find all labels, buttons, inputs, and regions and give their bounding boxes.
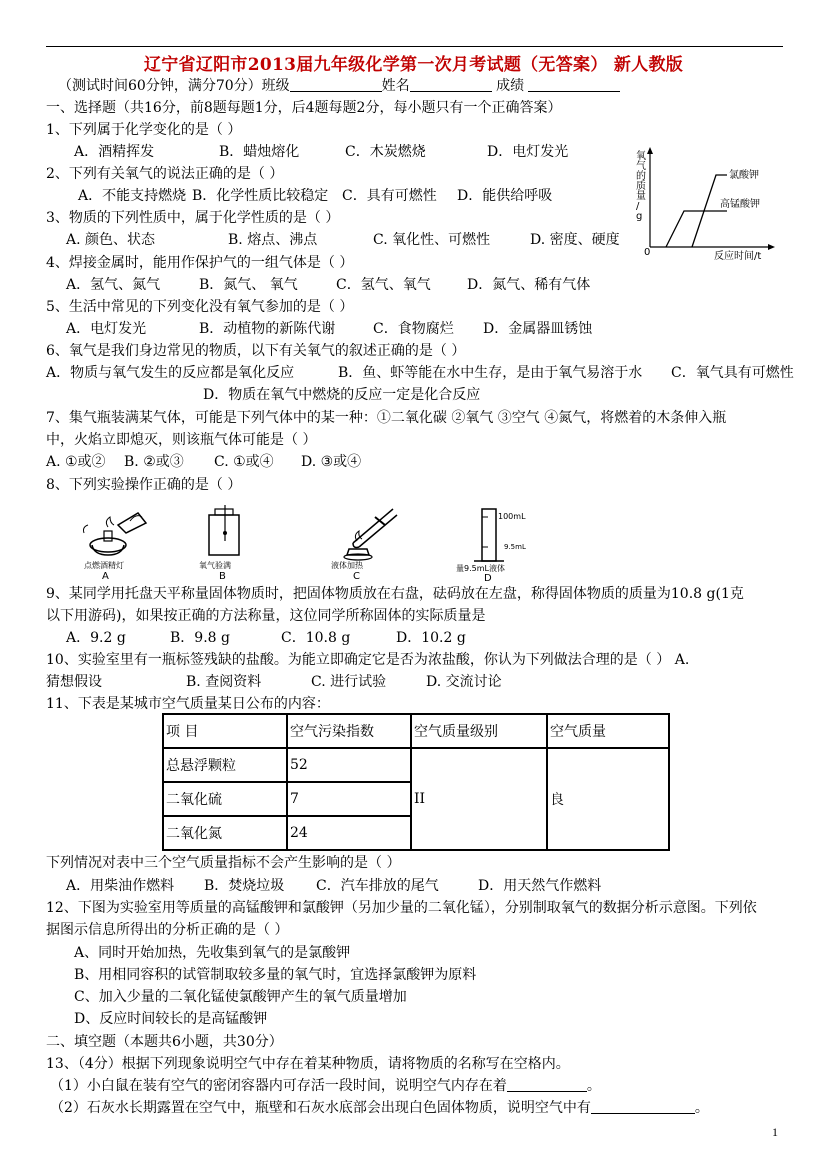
q11-option-b: B．焚烧垃圾 [204, 878, 285, 894]
graph-y-label-char: 量 [636, 191, 646, 202]
apparatus-d-letter: D [484, 573, 492, 581]
q13-item2-period: 。 [694, 1100, 709, 1116]
apparatus-b-image [195, 503, 265, 581]
q5-option-d: D．金属器皿锈蚀 [483, 321, 593, 337]
q3-option-a: A. 颜色、状态 [66, 232, 156, 248]
q9-option-a: A．9.2 g [66, 630, 126, 646]
q1-option-d: D．电灯发光 [487, 144, 569, 160]
q6-option-c: C．氧气具有可燃性 [671, 365, 794, 381]
graph-y-label [636, 149, 646, 222]
q6-option-b: B．鱼、虾等能在水中生存，是由于氧气易溶于水 [338, 365, 643, 381]
graph-y-label-char: g [636, 211, 643, 222]
q13-item2-blank[interactable] [591, 1099, 695, 1114]
q12-option-c: C、加入少量的二氧化锰使氯酸钾产生的氧气质量增加 [74, 989, 407, 1005]
q2-option-b: B．化学性质比较稳定 [192, 188, 329, 204]
q3-option-d: D. 密度、硬度 [530, 232, 620, 248]
q11-question: 下列情况对表中三个空气质量指标不会产生影响的是（ ） [46, 855, 401, 871]
q12-option-a: A、同时开始加热，先收集到氧气的是氯酸钾 [74, 945, 351, 961]
q12-stem-line1: 12、下图为实验室用等质量的高锰酸钾和氯酸钾（另加少量的二氧化锰），分别制取氧气的数据分析示意图。下列依 [46, 900, 757, 916]
graph-y-label-char: 氧 [636, 151, 646, 162]
q9-stem-line1: 9、某同学用托盘天平称量固体物质时，把固体物质放在右盘，砝码放在左盘，称得固体物质的质量为10.8 g(1克 [46, 586, 744, 602]
apparatus-b-caption: 氧气验满 [199, 561, 231, 570]
page-title: 辽宁省辽阳市2013届九年级化学第一次月考试题（无答案） 新人教版 [143, 55, 684, 75]
info-score-label: 成绩 [496, 78, 525, 94]
table-cell-item: 二氧化硫 [163, 782, 287, 816]
apparatus-b-letter: B [219, 571, 226, 581]
q4-stem: 4、焊接金属时，能用作保护气的一组气体是（ ） [46, 255, 354, 271]
q10-option-c: C. 进行试验 [311, 674, 387, 690]
section2-heading: 二、填空题（本题共6小题，共30分） [46, 1034, 283, 1050]
q2-option-a: A．不能支持燃烧 [78, 188, 187, 204]
q1-option-c: C．木炭燃烧 [345, 144, 426, 160]
air-quality-table [162, 713, 670, 851]
q6-option-d: D．物质在氧气中燃烧的反应一定是化合反应 [203, 387, 481, 403]
graph-series-label: 氯酸钾 [729, 170, 759, 181]
q4-option-b: B．氮气、 氧气 [199, 277, 298, 293]
page-number: 1 [772, 1125, 778, 1139]
q13-item2-text: （2）石灰水长期露置在空气中，瓶壁和石灰水底部会出现白色固体物质，说明空气中有 [50, 1100, 591, 1116]
q11-option-c: C．汽车排放的尾气 [316, 878, 439, 894]
table-row [163, 748, 669, 782]
table-cell-index: 7 [287, 782, 411, 816]
cylinder-top-label: 100mL [498, 512, 526, 521]
q11-stem: 11、下表是某城市空气质量某日公布的内容： [46, 696, 330, 712]
q7-option-a: A. ①或② [46, 454, 106, 470]
q3-option-c: C. 氧化性、可燃性 [373, 232, 491, 248]
q2-option-d: D．能供给呼吸 [457, 188, 553, 204]
q4-option-a: A．氢气、氮气 [66, 277, 161, 293]
apparatus-d-caption: 量9.5mL液体 [456, 564, 505, 573]
q10-option-d: D. 交流讨论 [426, 674, 502, 690]
graph-y-arrow [647, 147, 653, 154]
q4-option-c: C．氢气、氧气 [336, 277, 431, 293]
graph-origin: 0 [644, 247, 651, 258]
q13-item1 [50, 1077, 601, 1095]
header-rule [46, 46, 783, 47]
q11-option-a: A．用柴油作燃料 [66, 878, 175, 894]
graph-y-label-char: 质 [636, 181, 646, 192]
table-header-quality: 空气质量 [547, 714, 669, 748]
graph-y-label-char: / [636, 201, 640, 212]
q12-option-d: D、反应时间较长的是高锰酸钾 [74, 1011, 268, 1027]
graph-x-label: 反应时间/t [714, 251, 762, 262]
apparatus-a-image [80, 503, 160, 581]
q7-stem-line1: 7、集气瓶装满某气体，可能是下列气体中的某一种：①二氧化碳 ②氧气 ③空气 ④氮气，将燃着的木条伸入瓶 [46, 410, 727, 426]
table-cell-item: 二氧化氮 [163, 816, 287, 850]
q7-stem-line2: 中，火焰立即熄灭，则该瓶气体可能是（ ） [46, 432, 317, 448]
info-name-label: 姓名 [381, 78, 410, 94]
q9-stem-line2: 以下用游码)，如果按正确的方法称量，这位同学所称固体的实际质量是 [46, 608, 486, 624]
table-cell-index: 52 [287, 748, 411, 782]
table-cell-level: II [411, 748, 547, 850]
q5-option-a: A．电灯发光 [66, 321, 147, 337]
apparatus-d-image [450, 503, 540, 581]
q10-stem-line1: 10、实验室里有一瓶标签残缺的盐酸。为能立即确定它是否为浓盐酸，你认为下列做法合理的是（ ） A. [46, 652, 690, 668]
q2-option-c: C．具有可燃性 [342, 188, 437, 204]
table-header-index: 空气污染指数 [287, 714, 411, 748]
q13-item1-blank[interactable] [507, 1077, 587, 1092]
q9-option-c: C．10.8 g [281, 630, 351, 646]
q12-stem-line2: 据图示信息所得出的分析正确的是（ ） [46, 922, 289, 938]
table-cell-quality: 良 [547, 748, 669, 850]
q7-option-b: B. ②或③ [124, 454, 184, 470]
cylinder-mark-label: 9.5mL [504, 543, 526, 551]
q13-item2 [50, 1099, 709, 1117]
q1-option-b: B．蜡烛熔化 [219, 144, 300, 160]
graph-y-label-char: 气 [636, 161, 646, 172]
apparatus-c-letter: C [353, 571, 360, 581]
q1-stem: 1、下列属于化学变化的是（ ） [46, 122, 242, 138]
q3-stem: 3、物质的下列性质中，属于化学性质的是（ ） [46, 210, 340, 226]
table-header-item: 项 目 [163, 714, 287, 748]
name-blank[interactable] [410, 77, 492, 92]
score-blank[interactable] [528, 77, 620, 92]
q3-option-b: B. 熔点、沸点 [228, 232, 318, 248]
exam-info-line [58, 77, 620, 95]
section1-heading: 一、选择题（共16分，前8题每题1分，后4题每题2分，每小题只有一个正确答案） [46, 100, 562, 116]
q6-option-a: A．物质与氧气发生的反应都是氧化反应 [46, 365, 295, 381]
info-time-class-label: （测试时间60分钟，满分70分）班级 [58, 78, 290, 94]
q8-stem: 8、下列实验操作正确的是（ ） [46, 477, 242, 493]
apparatus-c-caption: 液体加热 [331, 561, 363, 570]
q9-option-b: B．9.8 g [170, 630, 230, 646]
q4-option-d: D．氮气、稀有气体 [467, 277, 591, 293]
table-header-level: 空气质量级别 [411, 714, 547, 748]
apparatus-c-image [325, 503, 405, 581]
graph-x-arrow [768, 244, 775, 250]
table-cell-index: 24 [287, 816, 411, 850]
q10-option-a: 猜想假设 [46, 674, 102, 690]
q10-option-b: B. 查阅资料 [186, 674, 262, 690]
q2-stem: 2、下列有关氧气的说法正确的是（ ） [46, 166, 284, 182]
q9-option-d: D．10.2 g [396, 630, 466, 646]
q11-option-d: D．用天然气作燃料 [478, 878, 602, 894]
graph-line-potassium-permanganate [666, 211, 727, 247]
q12-option-b: B、用相同容积的试管制取较多量的氧气时，宜选择氯酸钾为原料 [74, 967, 477, 983]
q5-option-c: C．食物腐烂 [373, 321, 454, 337]
apparatus-a-letter: A [102, 571, 109, 581]
q7-option-d: D. ③或④ [301, 454, 362, 470]
table-header-row [163, 714, 669, 748]
q1-option-a: A．酒精挥发 [74, 144, 155, 160]
q7-option-c: C. ①或④ [214, 454, 274, 470]
graph-series-label: 高锰酸钾 [720, 199, 760, 210]
apparatus-a-caption: 点燃酒精灯 [84, 561, 124, 570]
q5-stem: 5、生活中常见的下列变化没有氧气参加的是（ ） [46, 299, 354, 315]
q13-stem: 13、（4分）根据下列现象说明空气中存在着某种物质，请将物质的名称写在空格内。 [46, 1056, 570, 1072]
q6-stem: 6、氧气是我们身边常见的物质，以下有关氧气的叙述正确的是（ ） [46, 343, 466, 359]
q5-option-b: B．动植物的新陈代谢 [199, 321, 336, 337]
oxygen-mass-graph [632, 145, 777, 263]
graph-y-label-char: 的 [636, 171, 646, 182]
q13-item1-text: （1）小白鼠在装有空气的密闭容器内可存活一段时间，说明空气内存在着 [50, 1078, 507, 1094]
class-blank[interactable] [290, 77, 382, 92]
table-cell-item: 总悬浮颗粒 [163, 748, 287, 782]
q13-item1-period: 。 [586, 1078, 601, 1094]
